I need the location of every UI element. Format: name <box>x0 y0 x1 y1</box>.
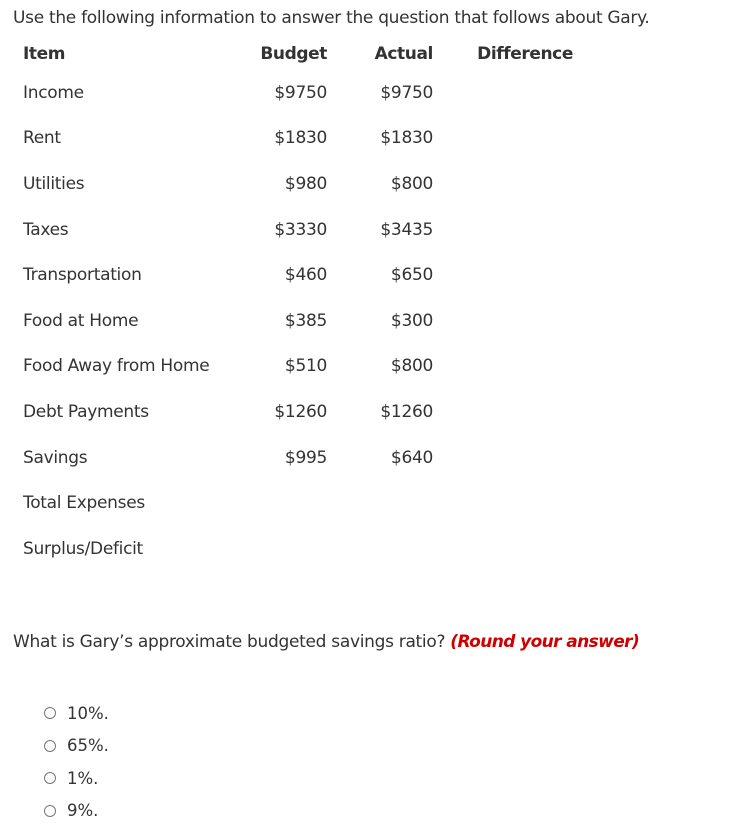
cell-actual: $300 <box>390 310 433 331</box>
table-row <box>11 116 573 162</box>
cell-difference <box>433 298 573 344</box>
table-row <box>11 480 573 526</box>
cell-actual: $800 <box>390 356 433 377</box>
cell-item: Total Expenses <box>23 493 145 514</box>
cell-difference <box>433 389 573 435</box>
cell-difference <box>433 116 573 162</box>
cell-budget <box>227 480 327 526</box>
cell-budget: $385 <box>284 310 327 331</box>
cell-difference <box>433 252 573 298</box>
radio-button[interactable] <box>44 740 56 752</box>
header-actual: Actual <box>374 44 433 64</box>
cell-actual: $1260 <box>380 401 433 422</box>
cell-difference <box>433 70 573 116</box>
cell-budget: $995 <box>284 447 327 468</box>
cell-budget: $980 <box>284 173 327 194</box>
answer-option[interactable] <box>44 762 109 795</box>
header-budget: Budget <box>260 44 327 64</box>
cell-budget: $1260 <box>274 401 327 422</box>
table-header-row <box>11 38 573 70</box>
cell-budget: $510 <box>284 356 327 377</box>
table-row <box>11 70 573 116</box>
cell-actual: $1830 <box>380 128 433 149</box>
answer-option-label: 9%. <box>67 801 99 821</box>
cell-difference <box>433 344 573 390</box>
header-item: Item <box>23 44 66 64</box>
table-body <box>11 70 573 572</box>
cell-budget: $460 <box>284 265 327 286</box>
budget-table <box>11 38 573 572</box>
intro-text: Use the following information to answer the question that follows about Gary. <box>13 8 650 28</box>
answer-option-label: 10%. <box>67 703 109 723</box>
cell-actual: $640 <box>390 447 433 468</box>
cell-item: Taxes <box>23 219 69 240</box>
answer-option[interactable] <box>44 795 109 828</box>
cell-difference <box>433 480 573 526</box>
cell-difference <box>433 161 573 207</box>
cell-difference <box>433 435 573 481</box>
answer-option[interactable] <box>44 730 109 763</box>
cell-actual <box>327 480 433 526</box>
cell-item: Savings <box>23 447 88 468</box>
cell-budget: $9750 <box>274 82 327 103</box>
header-difference: Difference <box>477 44 573 64</box>
answer-options <box>44 697 109 827</box>
cell-item: Surplus/Deficit <box>23 538 143 559</box>
cell-actual: $3435 <box>380 219 433 240</box>
cell-budget <box>227 526 327 572</box>
radio-button[interactable] <box>44 707 56 719</box>
cell-item: Income <box>23 82 84 103</box>
table-row <box>11 526 573 572</box>
cell-actual: $650 <box>390 265 433 286</box>
cell-item: Rent <box>23 128 61 149</box>
cell-actual: $800 <box>390 173 433 194</box>
cell-actual: $9750 <box>380 82 433 103</box>
radio-button[interactable] <box>44 772 56 784</box>
cell-budget: $3330 <box>274 219 327 240</box>
cell-budget: $1830 <box>274 128 327 149</box>
cell-difference <box>433 207 573 253</box>
table-row <box>11 344 573 390</box>
cell-item: Utilities <box>23 173 85 194</box>
question-hint: (Round your answer) <box>450 632 640 652</box>
table-row <box>11 389 573 435</box>
cell-item: Debt Payments <box>23 401 149 422</box>
question-text: What is Gary’s approximate budgeted savings ratio? <box>13 632 446 652</box>
cell-actual <box>327 526 433 572</box>
answer-option[interactable] <box>44 697 109 730</box>
answer-option-label: 65%. <box>67 736 109 756</box>
table-row <box>11 435 573 481</box>
question <box>13 632 639 652</box>
table-row <box>11 298 573 344</box>
cell-item: Food Away from Home <box>23 356 210 377</box>
cell-item: Transportation <box>23 265 142 286</box>
table-row <box>11 252 573 298</box>
cell-item: Food at Home <box>23 310 139 331</box>
table-row <box>11 207 573 253</box>
answer-option-label: 1%. <box>67 768 99 788</box>
radio-button[interactable] <box>44 805 56 817</box>
cell-difference <box>433 526 573 572</box>
table-row <box>11 161 573 207</box>
